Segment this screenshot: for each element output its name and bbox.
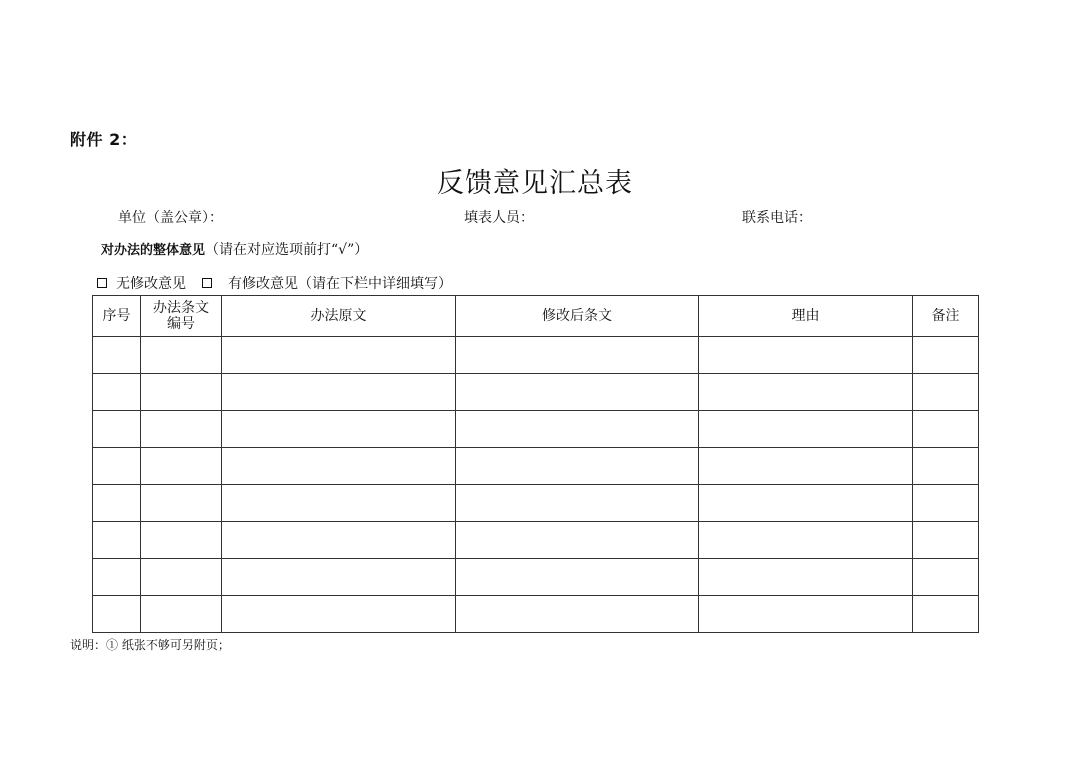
table-cell-remarks[interactable] [913,374,979,411]
table-row [93,374,979,411]
table-row [93,485,979,522]
table-cell-remarks[interactable] [913,559,979,596]
table-cell-original-text[interactable] [222,522,456,559]
table-cell-revised-text[interactable] [456,411,699,448]
table-cell-serial[interactable] [93,411,141,448]
table-cell-serial[interactable] [93,448,141,485]
table-cell-reason[interactable] [699,448,913,485]
table-cell-original-text[interactable] [222,374,456,411]
checkbox-no-changes[interactable] [97,278,107,288]
table-row [93,448,979,485]
table-cell-reason[interactable] [699,411,913,448]
table-cell-reason[interactable] [699,485,913,522]
table-cell-serial[interactable] [93,337,141,374]
table-cell-revised-text[interactable] [456,522,699,559]
col-header-revised-text: 修改后条文 [456,296,699,337]
opinion-options [97,273,452,293]
table-cell-original-text[interactable] [222,411,456,448]
col-header-article-number-line1: 办法条文 [153,300,209,316]
table-row [93,522,979,559]
table-cell-revised-text[interactable] [456,485,699,522]
option-no-changes-label: 无修改意见 [116,276,186,292]
checkbox-has-changes[interactable] [202,278,212,288]
overall-opinion-hint: （请在对应选项前打“√”） [205,242,369,258]
table-header-row [93,296,979,337]
table-cell-serial[interactable] [93,522,141,559]
table-cell-revised-text[interactable] [456,596,699,633]
table-cell-reason[interactable] [699,337,913,374]
table-cell-reason[interactable] [699,374,913,411]
table-cell-original-text[interactable] [222,485,456,522]
table-row [93,411,979,448]
col-header-original-text: 办法原文 [222,296,456,337]
table-cell-original-text[interactable] [222,448,456,485]
table-cell-reason[interactable] [699,522,913,559]
table-cell-original-text[interactable] [222,596,456,633]
option-has-changes-label: 有修改意见（请在下栏中详细填写） [228,276,452,292]
col-header-article-number [141,296,222,337]
footer-note: 说明：① 纸张不够可另附页； [70,638,230,652]
table-cell-article-number[interactable] [141,596,222,633]
overall-opinion-line [101,239,368,259]
phone-field-label: 联系电话： [742,210,812,226]
col-header-article-number-line2: 编号 [167,316,195,332]
table-cell-serial[interactable] [93,485,141,522]
table-cell-remarks[interactable] [913,485,979,522]
table-cell-article-number[interactable] [141,448,222,485]
table-cell-revised-text[interactable] [456,374,699,411]
table-row [93,337,979,374]
table-cell-serial[interactable] [93,559,141,596]
option-no-changes[interactable] [97,273,186,293]
table-cell-original-text[interactable] [222,337,456,374]
filler-field-label: 填表人员： [464,210,534,226]
table-cell-revised-text[interactable] [456,559,699,596]
table-cell-article-number[interactable] [141,559,222,596]
table-cell-serial[interactable] [93,596,141,633]
table-cell-original-text[interactable] [222,559,456,596]
table-cell-remarks[interactable] [913,522,979,559]
table-cell-revised-text[interactable] [456,448,699,485]
feedback-table [92,295,979,633]
option-has-changes[interactable] [202,273,452,293]
table-row [93,559,979,596]
table-cell-remarks[interactable] [913,596,979,633]
table-cell-remarks[interactable] [913,337,979,374]
overall-opinion-label: 对办法的整体意见 [101,243,206,258]
table-row [93,596,979,633]
col-header-serial: 序号 [93,296,141,337]
table-cell-article-number[interactable] [141,485,222,522]
table-cell-article-number[interactable] [141,522,222,559]
table-cell-article-number[interactable] [141,337,222,374]
table-cell-reason[interactable] [699,596,913,633]
table-cell-serial[interactable] [93,374,141,411]
col-header-remarks: 备注 [913,296,979,337]
table-cell-remarks[interactable] [913,448,979,485]
document-title: 反馈意见汇总表 [437,168,633,199]
col-header-reason: 理由 [699,296,913,337]
table-cell-reason[interactable] [699,559,913,596]
attachment-label: 附件 2： [70,130,138,149]
table-cell-remarks[interactable] [913,411,979,448]
table-cell-article-number[interactable] [141,411,222,448]
table-cell-revised-text[interactable] [456,337,699,374]
table-cell-article-number[interactable] [141,374,222,411]
unit-field-label: 单位（盖公章）： [118,210,223,226]
